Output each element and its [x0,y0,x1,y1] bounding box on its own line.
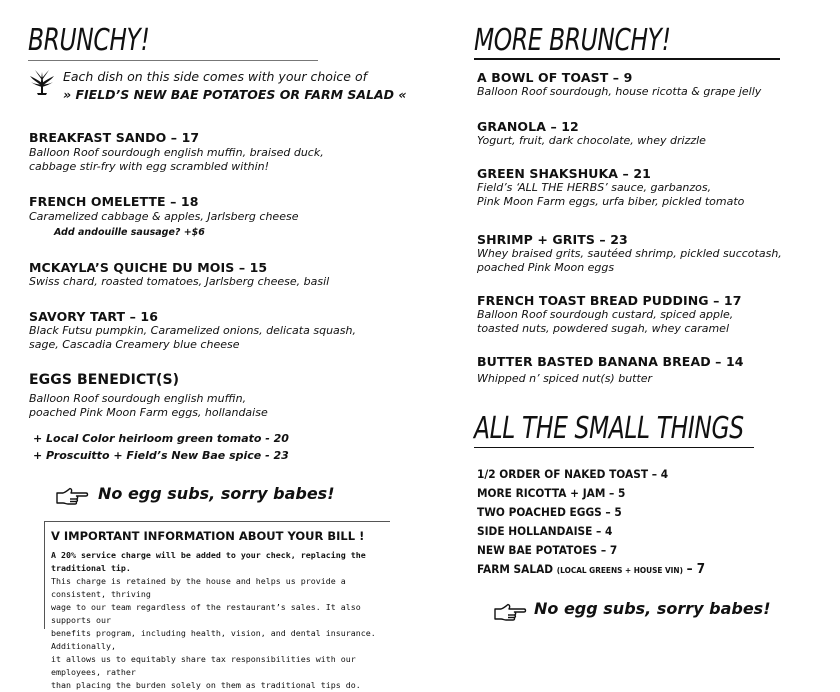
menu-item-name: EGGS BENEDICT(S) [29,372,180,388]
menu-item-desc: Field’s ‘ALL THE HERBS’ sauce, garbanzos, [477,181,712,194]
menu-item-desc: poached Pink Moon eggs [477,261,615,274]
side-note-line1: Each dish on this side comes with your choice of [63,69,367,84]
small-item: 1/2 ORDER OF NAKED TOAST – 4 [477,467,669,481]
menu-item-desc: toasted nuts, powdered sugah, whey caramel [477,322,730,335]
bill-info-line: This charge is retained by the house and helps us provide a consistent, thriving [51,576,346,599]
menu-item-desc: Balloon Roof sourdough custard, spiced apple, [477,308,734,321]
addon-item: + Proscuitto + Field’s New Bae spice - 23 [33,449,289,462]
menu-item-desc: cabbage stir-fry with egg scrambled within! [29,160,270,173]
left-title: BRUNCHY! [28,23,150,58]
bill-info-bold-line: A 20% service charge will be added to your check, replacing the traditional tip. [51,550,366,573]
menu-item-name: BUTTER BASTED BANANA BREAD – 14 [477,354,744,369]
farm-salad-item [477,562,705,577]
small-item: MORE RICOTTA + JAM – 5 [477,486,626,500]
leaf-icon [29,68,55,98]
side-note-options: » FIELD’S NEW BAE POTATOES OR FARM SALAD « [63,87,407,102]
bill-info-title: V IMPORTANT INFORMATION ABOUT YOUR BILL ! [51,529,365,543]
right-title: MORE BRUNCHY! [474,23,671,58]
farm-salad-price: – 7 [686,562,706,577]
menu-item-desc: Balloon Roof sourdough english muffin, braised duck, [29,146,324,159]
side-note-line2 [63,86,407,103]
menu-item-desc: Balloon Roof sourdough english muffin, [29,392,247,405]
menu-item-name: A BOWL OF TOAST – 9 [477,70,633,85]
menu-item-name: GREEN SHAKSHUKA – 21 [477,166,651,181]
menu-item-name: SAVORY TART – 16 [29,309,159,324]
menu-item-name: FRENCH TOAST BREAD PUDDING – 17 [477,293,742,308]
menu-item-name: MCKAYLA’S QUICHE DU MOIS – 15 [29,260,268,275]
menu-item-desc: Caramelized cabbage & apples, Jarlsberg cheese [29,210,299,223]
pointing-hand-icon [493,603,527,621]
no-egg-subs-note: No egg subs, sorry babes! [534,599,771,618]
menu-item-desc: Whey braised grits, sautéed shrimp, pickled succotash, [477,247,782,260]
left-title-rule [28,60,318,61]
menu-item-desc: Swiss chard, roasted tomatoes, Jarlsberg cheese, basil [29,275,330,288]
pointing-hand-icon [55,487,89,505]
bill-info-line: benefits program, including health, vision, and dental insurance. Additionally, [51,628,376,651]
small-item: TWO POACHED EGGS – 5 [477,505,622,519]
menu-item-desc: sage, Cascadia Creamery blue cheese [29,338,240,351]
menu-item-name: FRENCH OMELETTE – 18 [29,194,199,209]
bill-info-box [44,521,390,690]
no-egg-subs-note: No egg subs, sorry babes! [98,484,335,503]
menu-item-name: SHRIMP + GRITS – 23 [477,232,628,247]
small-item: SIDE HOLLANDAISE – 4 [477,524,613,538]
small-things-rule [474,447,754,448]
menu-item-desc: poached Pink Moon Farm eggs, hollandaise [29,406,268,419]
bill-info-text [51,549,389,692]
bill-info-line: it allows us to equitably share tax responsibilities with our employees, rather [51,654,356,677]
menu-item-name: BREAKFAST SANDO – 17 [29,130,200,145]
menu-item-desc: Whipped n’ spiced nut(s) butter [477,372,653,385]
small-things-title: ALL THE SMALL THINGS [474,411,744,446]
small-item: NEW BAE POTATOES – 7 [477,543,618,557]
farm-salad-detail: (LOCAL GREENS + HOUSE VIN) [556,566,683,575]
addon-item: + Local Color heirloom green tomato - 20 [33,432,289,445]
farm-salad-name: FARM SALAD [477,562,554,576]
menu-item-note: Add andouille sausage? +$6 [54,227,205,238]
bill-info-line: than placing the burden solely on them as traditional tips do. [51,680,361,690]
menu-item-desc: Black Futsu pumpkin, Caramelized onions, delicata squash, [29,324,356,337]
menu-item-name: GRANOLA – 12 [477,119,579,134]
right-title-rule [474,58,780,60]
bill-info-line: wage to our team regardless of the restaurant’s sales. It also supports our [51,602,361,625]
menu-item-desc: Yogurt, fruit, dark chocolate, whey drizzle [477,134,706,147]
menu-item-desc: Balloon Roof sourdough, house ricotta & grape jelly [477,85,762,98]
menu-item-desc: Pink Moon Farm eggs, urfa biber, pickled tomato [477,195,745,208]
